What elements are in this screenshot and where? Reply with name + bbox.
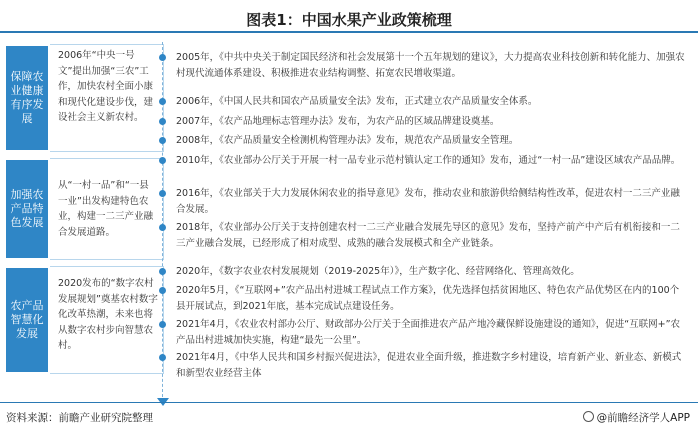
brand-credit <box>583 410 690 425</box>
section-2-summary: 从“一村一品”和“一县一业”出发构建特色农业，构建一二三产业融合发展道路。 <box>58 180 154 238</box>
timeline-line <box>162 42 163 402</box>
timeline-dot <box>159 54 166 61</box>
source-note: 资料来源：前瞻产业研究院整理 <box>6 412 153 424</box>
event-2018: 2018年，《农业部办公厅关于支持创建农村一二三产业融合发展先导区的意见》发布，坚持产前产中产后有机衔接和一二三产业融合发展，已经形成了相对成型、成熟的融合发展模式和全产业链条。 <box>176 222 680 249</box>
timeline-dot <box>159 157 166 164</box>
section-1-summary: 2006年“中央一号文”提出加强“三农”工作，加快农村全面小康和现代化建设步伐，建设社会主义新农村。 <box>58 50 154 123</box>
footer-divider <box>0 402 698 403</box>
timeline-dot <box>159 268 166 275</box>
timeline-dot <box>159 287 166 294</box>
event-2020: 2020年，《数字农业农村发展规划（2019-2025年）》，生产数字化、经营网络化、管理高效化。 <box>176 266 580 277</box>
page-title: 图表1：中国水果产业政策梳理 <box>246 11 452 29</box>
timeline-dot <box>159 137 166 144</box>
event-2006: 2006年，《中国人民共和国农产品质量安全法》发布，正式建立农产品质量安全体系。 <box>176 96 538 107</box>
section-3-label: 农产品智慧化发展 <box>6 268 48 372</box>
event-2016: 2016年，《农业部关于大力发展休闲农业的指导意见》发布，推动农业和旅游供给侧结构性改革，促进农村一二三产业融合发展。 <box>176 188 680 215</box>
timeline-dot <box>159 98 166 105</box>
event-2021-04-b: 2021年4月，《中华人民共和国乡村振兴促进法》，促进农业全面升级，推进数字乡村建设，培育新产业、新业态、新模式和新型农业经营主体 <box>176 352 682 379</box>
event-2007: 2007年，《农产品地理标志管理办法》发布，为农产品的区域品牌建设奠基。 <box>176 116 500 127</box>
event-2020-05: 2020年5月，《“互联网+”农产品出村进城工程试点工作方案》，优先选择包括贫困地区、特色农产品优势区在内的100个县开展试点，到2021年底，基本完成试点建设任务。 <box>176 285 680 312</box>
event-2021-04-a: 2021年4月，《农业农村部办公厅、财政部办公厅关于全面推进农产品产地冷藏保鲜设施建设的通知》，促进“互联网+”农产品出村进城加快实施，构建“最先一公里”。 <box>176 319 681 346</box>
event-2008: 2008年，《农产品质量安全检测机构管理办法》发布，规范农产品质量安全管理。 <box>176 135 519 146</box>
timeline-dot <box>159 118 166 125</box>
section-1-label: 保障农业健康有序发展 <box>6 46 48 150</box>
section-2-label: 加强农产品特色发展 <box>6 160 48 258</box>
brand-logo-icon <box>583 411 594 422</box>
brand-text: @前瞻经济学人APP <box>596 412 690 424</box>
timeline-dot <box>159 224 166 231</box>
event-2010: 2010年，《农业部办公厅关于开展一村一品专业示范村镇认定工作的通知》发布，通过“一村一品”建设区域农产品品牌。 <box>176 155 681 166</box>
timeline-dot <box>159 190 166 197</box>
timeline-dot <box>159 321 166 328</box>
timeline-dot <box>159 354 166 361</box>
title-divider <box>0 31 698 33</box>
event-2005: 2005年，《中共中央关于制定国民经济和社会发展第十一个五年规划的建议》，大力提高农业科技创新和转化能力、加强农村现代流通体系建设、积极推进农业结构调整、拓宽农民增收渠道。 <box>176 52 685 79</box>
section-3-summary: 2020发布的“数字农村发展规划”奠基农村数字化改革热潮，未来也将从数字农村步向智慧农村。 <box>58 278 158 351</box>
